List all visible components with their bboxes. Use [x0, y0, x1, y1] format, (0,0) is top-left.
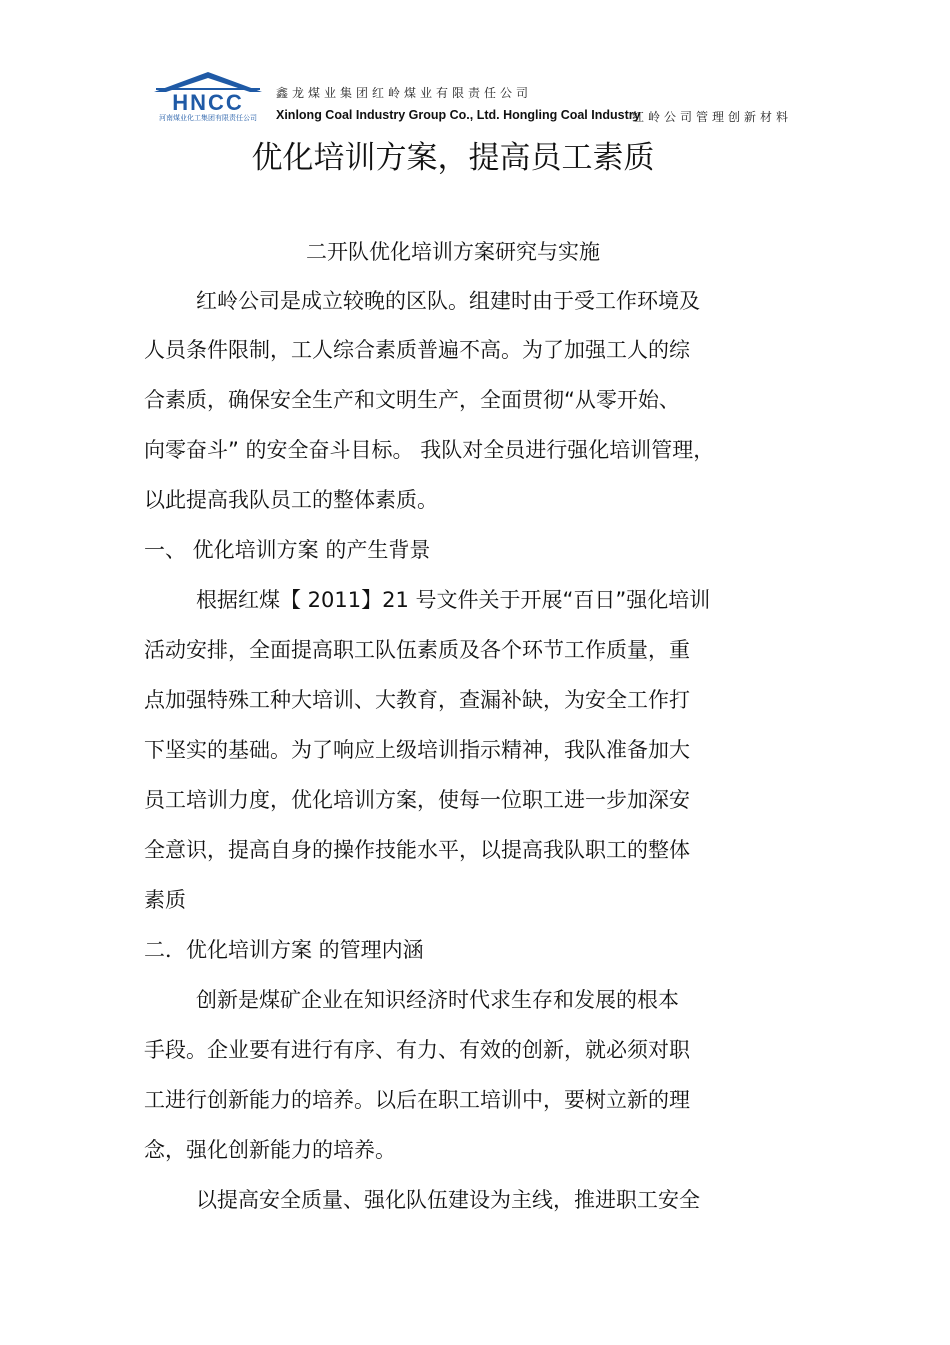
body-line: 工进行创新能力的培养。以后在职工培训中，要树立新的理 — [144, 1088, 690, 1112]
company-name-en: Xinlong Coal Industry Group Co., Ltd. Hongling Coal Industry — [276, 108, 641, 122]
body-line: 根据红煤【 2011】21 号文件关于开展“百日”强化培训 — [196, 588, 711, 612]
hncc-logo — [146, 70, 270, 122]
body-line: 员工培训力度，优化培训方案，使每一位职工进一步加深安 — [144, 788, 690, 812]
company-name-cn: 鑫龙煤业集团红岭煤业有限责任公司 — [276, 86, 533, 100]
body-line: 合素质，确保安全生产和文明生产，全面贯彻“从零开始、 — [144, 388, 680, 412]
body-line: 以此提高我队员工的整体素质。 — [144, 488, 438, 512]
body-line: 人员条件限制，工人综合素质普遍不高。为了加强工人的综 — [144, 338, 690, 362]
body-line: 以提高安全质量、强化队伍建设为主线，推进职工安全 — [196, 1188, 700, 1212]
section-heading: 一、 优化培训方案 的产生背景 — [144, 538, 431, 562]
body-line: 念，强化创新能力的培养。 — [144, 1138, 396, 1162]
letterhead — [146, 70, 846, 130]
section-heading: 二．优化培训方案 的管理内涵 — [144, 938, 424, 962]
body-line: 活动安排，全面提高职工队伍素质及各个环节工作质量，重 — [144, 638, 690, 662]
body-line: 下坚实的基础。为了响应上级培训指示精神，我队准备加大 — [144, 738, 690, 762]
body-line: 创新是煤矿企业在知识经济时代求生存和发展的根本 — [196, 988, 679, 1012]
page-subtitle: 二开队优化培训方案研究与实施 — [306, 240, 600, 264]
body-line: 素质 — [144, 888, 186, 912]
logo-subtext: 河南煤业化工集团有限责任公司 — [159, 114, 257, 122]
logo-text: HNCC — [172, 90, 244, 115]
body-line: 全意识，提高自身的操作技能水平，以提高我队职工的整体 — [144, 838, 690, 862]
body-line: 向零奋斗” 的安全奋斗目标。 我队对全员进行强化培训管理， — [144, 438, 715, 462]
page-title: 优化培训方案，提高员工素质 — [251, 140, 655, 176]
body-line: 点加强特殊工种大培训、大教育，查漏补缺，为安全工作打 — [144, 688, 690, 712]
body-line: 手段。企业要有进行有序、有力、有效的创新，就必须对职 — [144, 1038, 690, 1062]
body-line: 红岭公司是成立较晚的区队。组建时由于受工作环境及 — [196, 289, 700, 313]
document-type: 红岭公司管理创新材料 — [632, 110, 793, 124]
